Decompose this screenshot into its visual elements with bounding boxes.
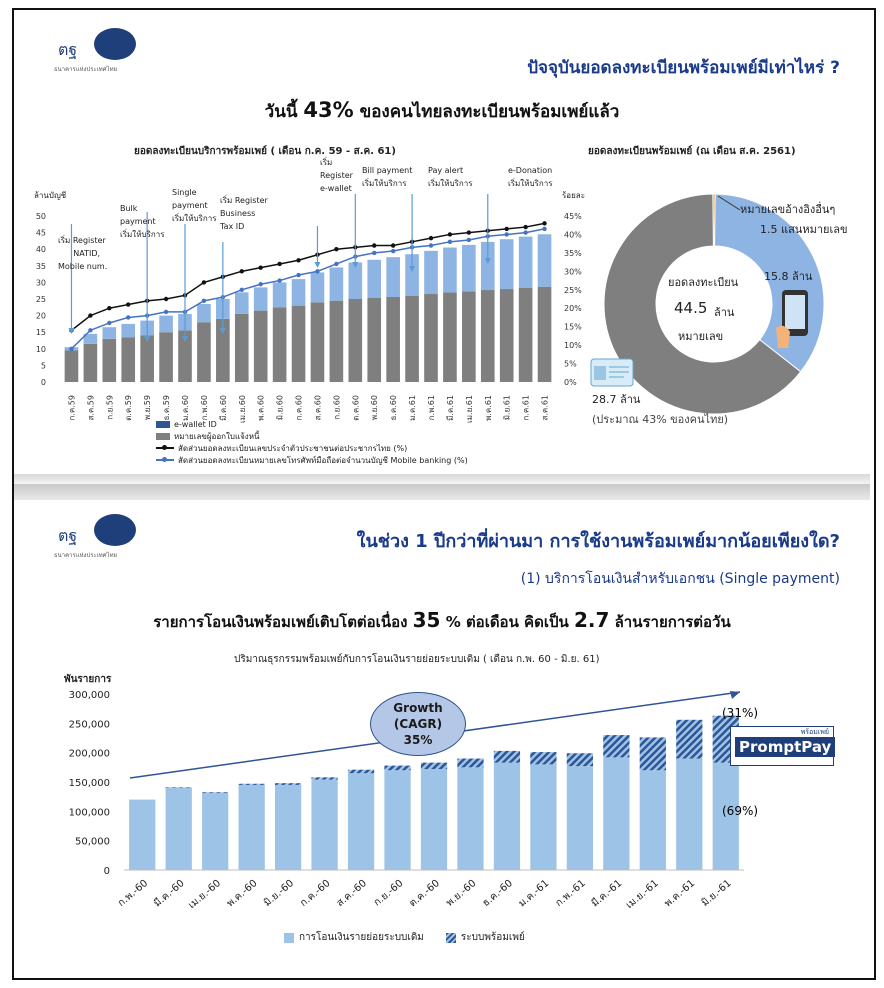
x-tick: มิ.ย.60 (275, 395, 285, 421)
bar-legacy (603, 757, 629, 870)
bar-ewallet (462, 245, 476, 291)
bar-promptpay (202, 792, 228, 793)
x-tick: มิ.ย.-61 (699, 877, 734, 909)
bar-ewallet (311, 272, 325, 302)
x-tick: ก.ค.-60 (298, 877, 333, 910)
bar-legacy (311, 780, 337, 870)
bar-base (292, 306, 306, 382)
line-point (429, 243, 433, 247)
right-chart-title: ยอดลงทะเบียนพร้อมเพย์ (ณ เดือน ส.ค. 2561) (588, 146, 796, 157)
growth-l1: Growth (393, 701, 443, 715)
headline2-b: 35 (412, 608, 441, 632)
line-point (504, 232, 508, 236)
donut-mobile-label: 15.8 ล้าน (764, 270, 813, 283)
line-point (334, 247, 338, 251)
headline-post: ของคนไทยลงทะเบียนพร้อมเพย์แล้ว (353, 102, 620, 122)
y-tick: 45 (35, 228, 46, 238)
bar-legacy (384, 770, 410, 870)
bar-base (330, 301, 344, 382)
bar-legacy (129, 800, 155, 870)
left-chart-title: ยอดลงทะเบียนบริการพร้อมเพย์ ( เดือน ก.ค. 59 - ส.ค. 61) (134, 146, 396, 157)
bar-promptpay (494, 751, 520, 763)
garuda-emblem-icon-2 (94, 514, 136, 546)
annotation-tax-id: เริ่ม Register Business Tax ID (220, 196, 268, 231)
x-tick: พ.ย.59 (143, 395, 153, 421)
y-tick: 300,000 (68, 690, 110, 701)
bar-base (159, 332, 173, 382)
x-tick: ก.ย.59 (105, 395, 115, 420)
bar-base (311, 302, 325, 382)
headline-pre: วันนี้ (264, 102, 304, 122)
x-tick: ส.ค.59 (86, 395, 96, 421)
y2-tick: 45% (564, 212, 582, 221)
bar-promptpay (457, 759, 483, 768)
logo-monogram-icon-2: ตฐ (58, 526, 78, 545)
bar-base (235, 314, 249, 382)
bar-promptpay (676, 720, 702, 759)
y-tick: 35 (35, 261, 46, 271)
x-tick: ก.ค.60 (294, 395, 304, 421)
x-tick: ต.ค.60 (351, 395, 361, 421)
x-tick: พ.ย.60 (370, 395, 380, 421)
legend2-pp (446, 930, 525, 945)
annotation-bulk: Bulk payment เริ่มให้บริการ (120, 204, 165, 239)
slide2-chart-title: ปริมาณธุรกรรมพร้อมเพย์กับการโอนเงินรายย่อยระบบเดิม ( เดือน ก.พ. 60 - มิ.ย. 61) (234, 654, 600, 665)
bar-legacy (202, 793, 228, 870)
headline-pct: 43% (303, 98, 354, 122)
x-tick: ก.พ.-60 (116, 877, 151, 910)
x-tick: ม.ค.60 (181, 395, 190, 421)
annotation-arrowhead (314, 262, 320, 268)
slide1-title: ปัจจุบันยอดลงทะเบียนพร้อมเพย์มีเท่าไหร่ ? (527, 58, 840, 78)
y-tick: 0 (103, 866, 110, 877)
legend-base-label: หมายเลขผู้ออกใบแจ้งหนี้ (174, 431, 260, 441)
donut-id-note: (ประมาณ 43% ของคนไทย) (592, 413, 729, 426)
bar-base (405, 296, 419, 382)
y2-tick: 35% (564, 248, 582, 258)
bar-ewallet (197, 304, 211, 322)
bar-ewallet (235, 292, 249, 314)
headline2-d: 2.7 (573, 608, 610, 632)
legend2-base-swatch (284, 933, 294, 943)
headline2-c: % ต่อเดือน คิดเป็น (440, 613, 574, 631)
x-tick: ส.ค.61 (540, 395, 550, 421)
x-tick: ส.ค.-60 (334, 877, 369, 910)
x-tick: ส.ค.60 (313, 395, 323, 421)
legend-line1-swatch (156, 447, 174, 449)
growth-l2: (CAGR) (393, 717, 443, 731)
slide1-headline (14, 98, 870, 125)
annotation-single: Single payment เริ่มให้บริการ (172, 188, 217, 223)
y-axis-label: ล้านบัญชี (34, 191, 67, 200)
bar-ewallet (367, 260, 381, 298)
x-tick: เม.ย.60 (237, 395, 247, 423)
pp-thai: พร้อมเพย์ (800, 728, 829, 736)
line-point (372, 243, 376, 247)
line-point (542, 227, 546, 231)
donut-center-l2: 44.5 (674, 299, 708, 317)
bar-ewallet (292, 279, 306, 306)
bar-promptpay (421, 763, 447, 769)
annotation-natid: เริ่ม Register NATID, Mobile num. (58, 236, 108, 271)
x-tick: พ.ค.61 (483, 395, 493, 421)
y-tick: 25 (35, 295, 46, 304)
bar-legacy (239, 785, 265, 870)
org-name-2: ธนาคารแห่งประเทศไทย (54, 552, 118, 559)
bar-base (443, 292, 457, 382)
y2-axis-label: ร้อยละ (562, 191, 585, 200)
bar-ewallet (386, 257, 400, 297)
x-tick: มี.ค.-60 (151, 877, 187, 910)
bar-ewallet (519, 237, 533, 288)
line-point (258, 282, 262, 286)
bar-legacy (348, 773, 374, 870)
y2-tick: 20% (564, 304, 582, 314)
bar-base (121, 337, 135, 382)
line-point (296, 273, 300, 277)
bar-base (462, 291, 476, 382)
x-tick: ธ.ค.-60 (480, 877, 515, 910)
bar-promptpay (603, 735, 629, 757)
x-tick: ก.พ.61 (427, 395, 436, 421)
promptpay-logo (730, 726, 834, 766)
y2-tick: 30% (564, 267, 582, 277)
bar-ewallet (443, 248, 457, 293)
line-point (315, 269, 319, 273)
bar-base (386, 297, 400, 382)
legend-line2 (156, 454, 468, 466)
annotation-edonation: e-Donation เริ่มให้บริการ (508, 166, 553, 188)
legend-line2-swatch (156, 459, 174, 461)
bar-legacy (457, 767, 483, 870)
legend2-pp-swatch (446, 933, 456, 943)
annotation-ewallet: เริ่ม Register e-wallet (320, 158, 353, 193)
line-point (334, 262, 338, 266)
annotation-payalert: Pay alert เริ่มให้บริการ (428, 166, 473, 188)
line-point (391, 243, 395, 247)
x-tick: ธ.ค.60 (389, 395, 399, 421)
legend2-base-label: การโอนเงินรายย่อยระบบเดิม (299, 932, 424, 943)
line-point (258, 265, 262, 269)
y-tick: 5 (40, 361, 46, 371)
line-point (202, 280, 206, 284)
headline2-e: ล้านรายการต่อวัน (609, 613, 731, 631)
pct-top: (31%) (722, 706, 759, 720)
trend-arrowhead (730, 691, 740, 699)
legend-line1 (156, 442, 468, 454)
bar-ewallet (273, 282, 287, 307)
bar-legacy (166, 788, 192, 870)
x-tick: พ.ย.-60 (444, 877, 479, 909)
x-tick: มิ.ย.61 (502, 395, 512, 421)
line-point (429, 236, 433, 240)
y-tick: 200,000 (68, 748, 110, 760)
bar-base (140, 336, 154, 382)
bar-base (500, 289, 514, 382)
slide-gap (14, 484, 870, 500)
y-tick: 30 (35, 278, 46, 288)
bar-base (348, 299, 362, 382)
y-tick: 0 (40, 378, 46, 387)
bar-base (84, 344, 98, 382)
bar-base (65, 350, 79, 382)
bar-base (254, 311, 268, 382)
slide1-footer (14, 474, 870, 484)
y-tick: 100,000 (68, 807, 110, 819)
bar-base (424, 294, 438, 382)
legend-ewallet (156, 418, 468, 430)
bar-promptpay (567, 753, 593, 766)
slide-usage (14, 500, 870, 974)
bar-ewallet (500, 239, 514, 289)
x-tick: ก.ย.-60 (371, 877, 406, 909)
y-tick: 15 (35, 328, 46, 338)
bar-base (367, 298, 381, 382)
bar-legacy (676, 759, 702, 870)
bar-legacy (494, 763, 520, 870)
annotation-bill: Bill payment เริ่มให้บริการ (362, 166, 413, 188)
bar-legacy (640, 770, 666, 870)
pp-word: PromptPay (735, 737, 835, 757)
legend-base-swatch (156, 433, 170, 440)
x-tick: เม.ย.61 (464, 395, 474, 423)
line-point (88, 328, 92, 332)
smartphone-icon (774, 288, 814, 352)
x-tick: เม.ย.-60 (186, 877, 224, 912)
legend2-pp-label: ระบบพร้อมเพย์ (460, 932, 525, 943)
bar-legacy (421, 769, 447, 870)
y2-tick: 0% (564, 378, 577, 387)
y-tick: 250,000 (68, 719, 110, 731)
x-tick: ม.ค.61 (408, 395, 418, 421)
bar-promptpay (384, 766, 410, 771)
line-point (523, 225, 527, 229)
x-tick: ก.ย.60 (332, 395, 342, 420)
bar-promptpay (640, 737, 666, 770)
id-card-icon (590, 358, 634, 388)
bar-base (197, 322, 211, 382)
pct-bottom: (69%) (722, 804, 759, 818)
x-tick: ม.ค.-61 (516, 877, 552, 910)
y2-tick: 10% (564, 341, 582, 351)
x-tick: ก.ค.61 (521, 394, 531, 421)
x-tick: พ.ค.-60 (224, 877, 260, 910)
x-tick: มี.ค.-61 (589, 877, 625, 910)
donut-id-label: 28.7 ล้าน (592, 393, 641, 406)
x-tick: มี.ค.61 (445, 395, 455, 421)
donut-center-l3: หมายเลข (678, 330, 724, 343)
y2-tick: 5% (564, 359, 577, 369)
garuda-emblem-icon (94, 28, 136, 60)
y-tick: 40 (35, 245, 46, 255)
y-tick: 20 (35, 311, 46, 321)
line-point (448, 232, 452, 236)
bar-ewallet (538, 234, 552, 286)
line-point (277, 262, 281, 266)
line-point (240, 288, 244, 292)
donut-center-l1: ยอดลงทะเบียน (668, 276, 739, 289)
org-name: ธนาคารแห่งประเทศไทย (54, 66, 118, 73)
bar-ewallet (121, 324, 135, 337)
registration-chart (14, 164, 598, 434)
legend-line1-label: สัดส่วนยอดลงทะเบียนเลขประจำตัวประชาชนต่อประชากรไทย (%) (178, 443, 408, 453)
slide2-headline (14, 608, 870, 634)
growth-bubble (370, 692, 466, 756)
x-tick: ต.ค.59 (124, 395, 134, 421)
headline2-a: รายการโอนเงินพร้อมเพย์เติบโตต่อเนื่อง (153, 613, 413, 631)
donut-center-unit: ล้าน (714, 306, 735, 319)
line-point (391, 249, 395, 253)
line-point (126, 315, 130, 319)
bar-base (273, 307, 287, 382)
line-point (372, 251, 376, 255)
bar-legacy (275, 785, 301, 870)
x-tick: ก.พ.60 (199, 395, 209, 421)
line-point (126, 302, 130, 306)
line-point (164, 310, 168, 314)
bar-ewallet (424, 251, 438, 294)
legend-ewallet-swatch (156, 421, 170, 428)
bar-ewallet (159, 316, 173, 333)
donut-other-l1: หมายเลขอ้างอิงอื่นๆ (740, 203, 836, 216)
x-tick: ก.ค.59 (67, 395, 77, 421)
y-tick: 150,000 (68, 778, 110, 789)
slide-registration (14, 14, 870, 484)
bar-promptpay (166, 787, 192, 788)
line-point (542, 221, 546, 225)
y2-tick: 15% (564, 322, 582, 332)
growth-l3: 35% (403, 733, 433, 747)
y2-tick: 40% (564, 230, 582, 240)
line-point (164, 297, 168, 301)
bot-logo-2 (54, 514, 164, 564)
donut-other-l2: 1.5 แสนหมายเลข (760, 223, 848, 236)
bar-promptpay (311, 777, 337, 779)
line-point (107, 306, 111, 310)
bar-promptpay (530, 752, 556, 764)
bar-base (519, 288, 533, 382)
bar-promptpay (348, 770, 374, 774)
legend-ewallet-label: e-wallet ID (174, 419, 217, 429)
y-tick: 50,000 (75, 836, 110, 848)
chart1-legend (156, 418, 468, 466)
slide2-subtitle: (1) บริการโอนเงินสำหรับเอกชน (Single payment) (520, 571, 840, 587)
legend-line2-label: สัดส่วนยอดลงทะเบียนหมายเลขโทรศัพท์มือถือต่อจำนวนบัญชี Mobile banking (%) (178, 455, 468, 465)
line-point (88, 313, 92, 317)
line-point (448, 240, 452, 244)
bar-ewallet (330, 267, 344, 300)
bar-legacy (567, 766, 593, 870)
bar-ewallet (102, 327, 116, 339)
y-tick: 10 (35, 344, 46, 354)
x-tick: มิ.ย.-60 (262, 877, 297, 909)
bar-ewallet (254, 287, 268, 310)
legend-base (156, 430, 468, 442)
bar-base (481, 290, 495, 382)
x-tick: พ.ค.-61 (662, 877, 698, 910)
x-tick: เม.ย.-61 (624, 877, 661, 912)
bar-legacy (530, 764, 556, 870)
x-tick: มี.ค.60 (218, 395, 228, 421)
line-point (202, 299, 206, 303)
line-point (467, 230, 471, 234)
x-tick: ต.ค.-60 (407, 877, 442, 910)
x-tick: ก.พ.-61 (553, 877, 588, 910)
x-tick: พ.ค.60 (256, 395, 266, 421)
slide2-title: ในช่วง 1 ปีกว่าที่ผ่านมา การใช้งานพร้อมเพย์มากน้อยเพียงใด? (356, 531, 840, 552)
y-tick: 50 (35, 212, 46, 221)
line-point (107, 321, 111, 325)
chart2-legend (284, 930, 525, 945)
line-point (69, 347, 73, 351)
line-point (467, 238, 471, 242)
y-axis-label: พันรายการ (64, 674, 112, 685)
bar-base (102, 339, 116, 382)
logo-monogram-icon: ตฐ (58, 40, 78, 59)
line-point (277, 278, 281, 282)
bar-base (538, 287, 552, 382)
y2-tick: 25% (564, 285, 582, 295)
line-point (504, 227, 508, 231)
x-tick: ธ.ค.59 (162, 395, 172, 421)
bot-logo (54, 28, 164, 78)
legend2-base (284, 930, 424, 945)
line-point (296, 258, 300, 262)
bar-promptpay (239, 784, 265, 785)
line-point (523, 230, 527, 234)
line-point (240, 269, 244, 273)
bar-promptpay (275, 783, 301, 785)
